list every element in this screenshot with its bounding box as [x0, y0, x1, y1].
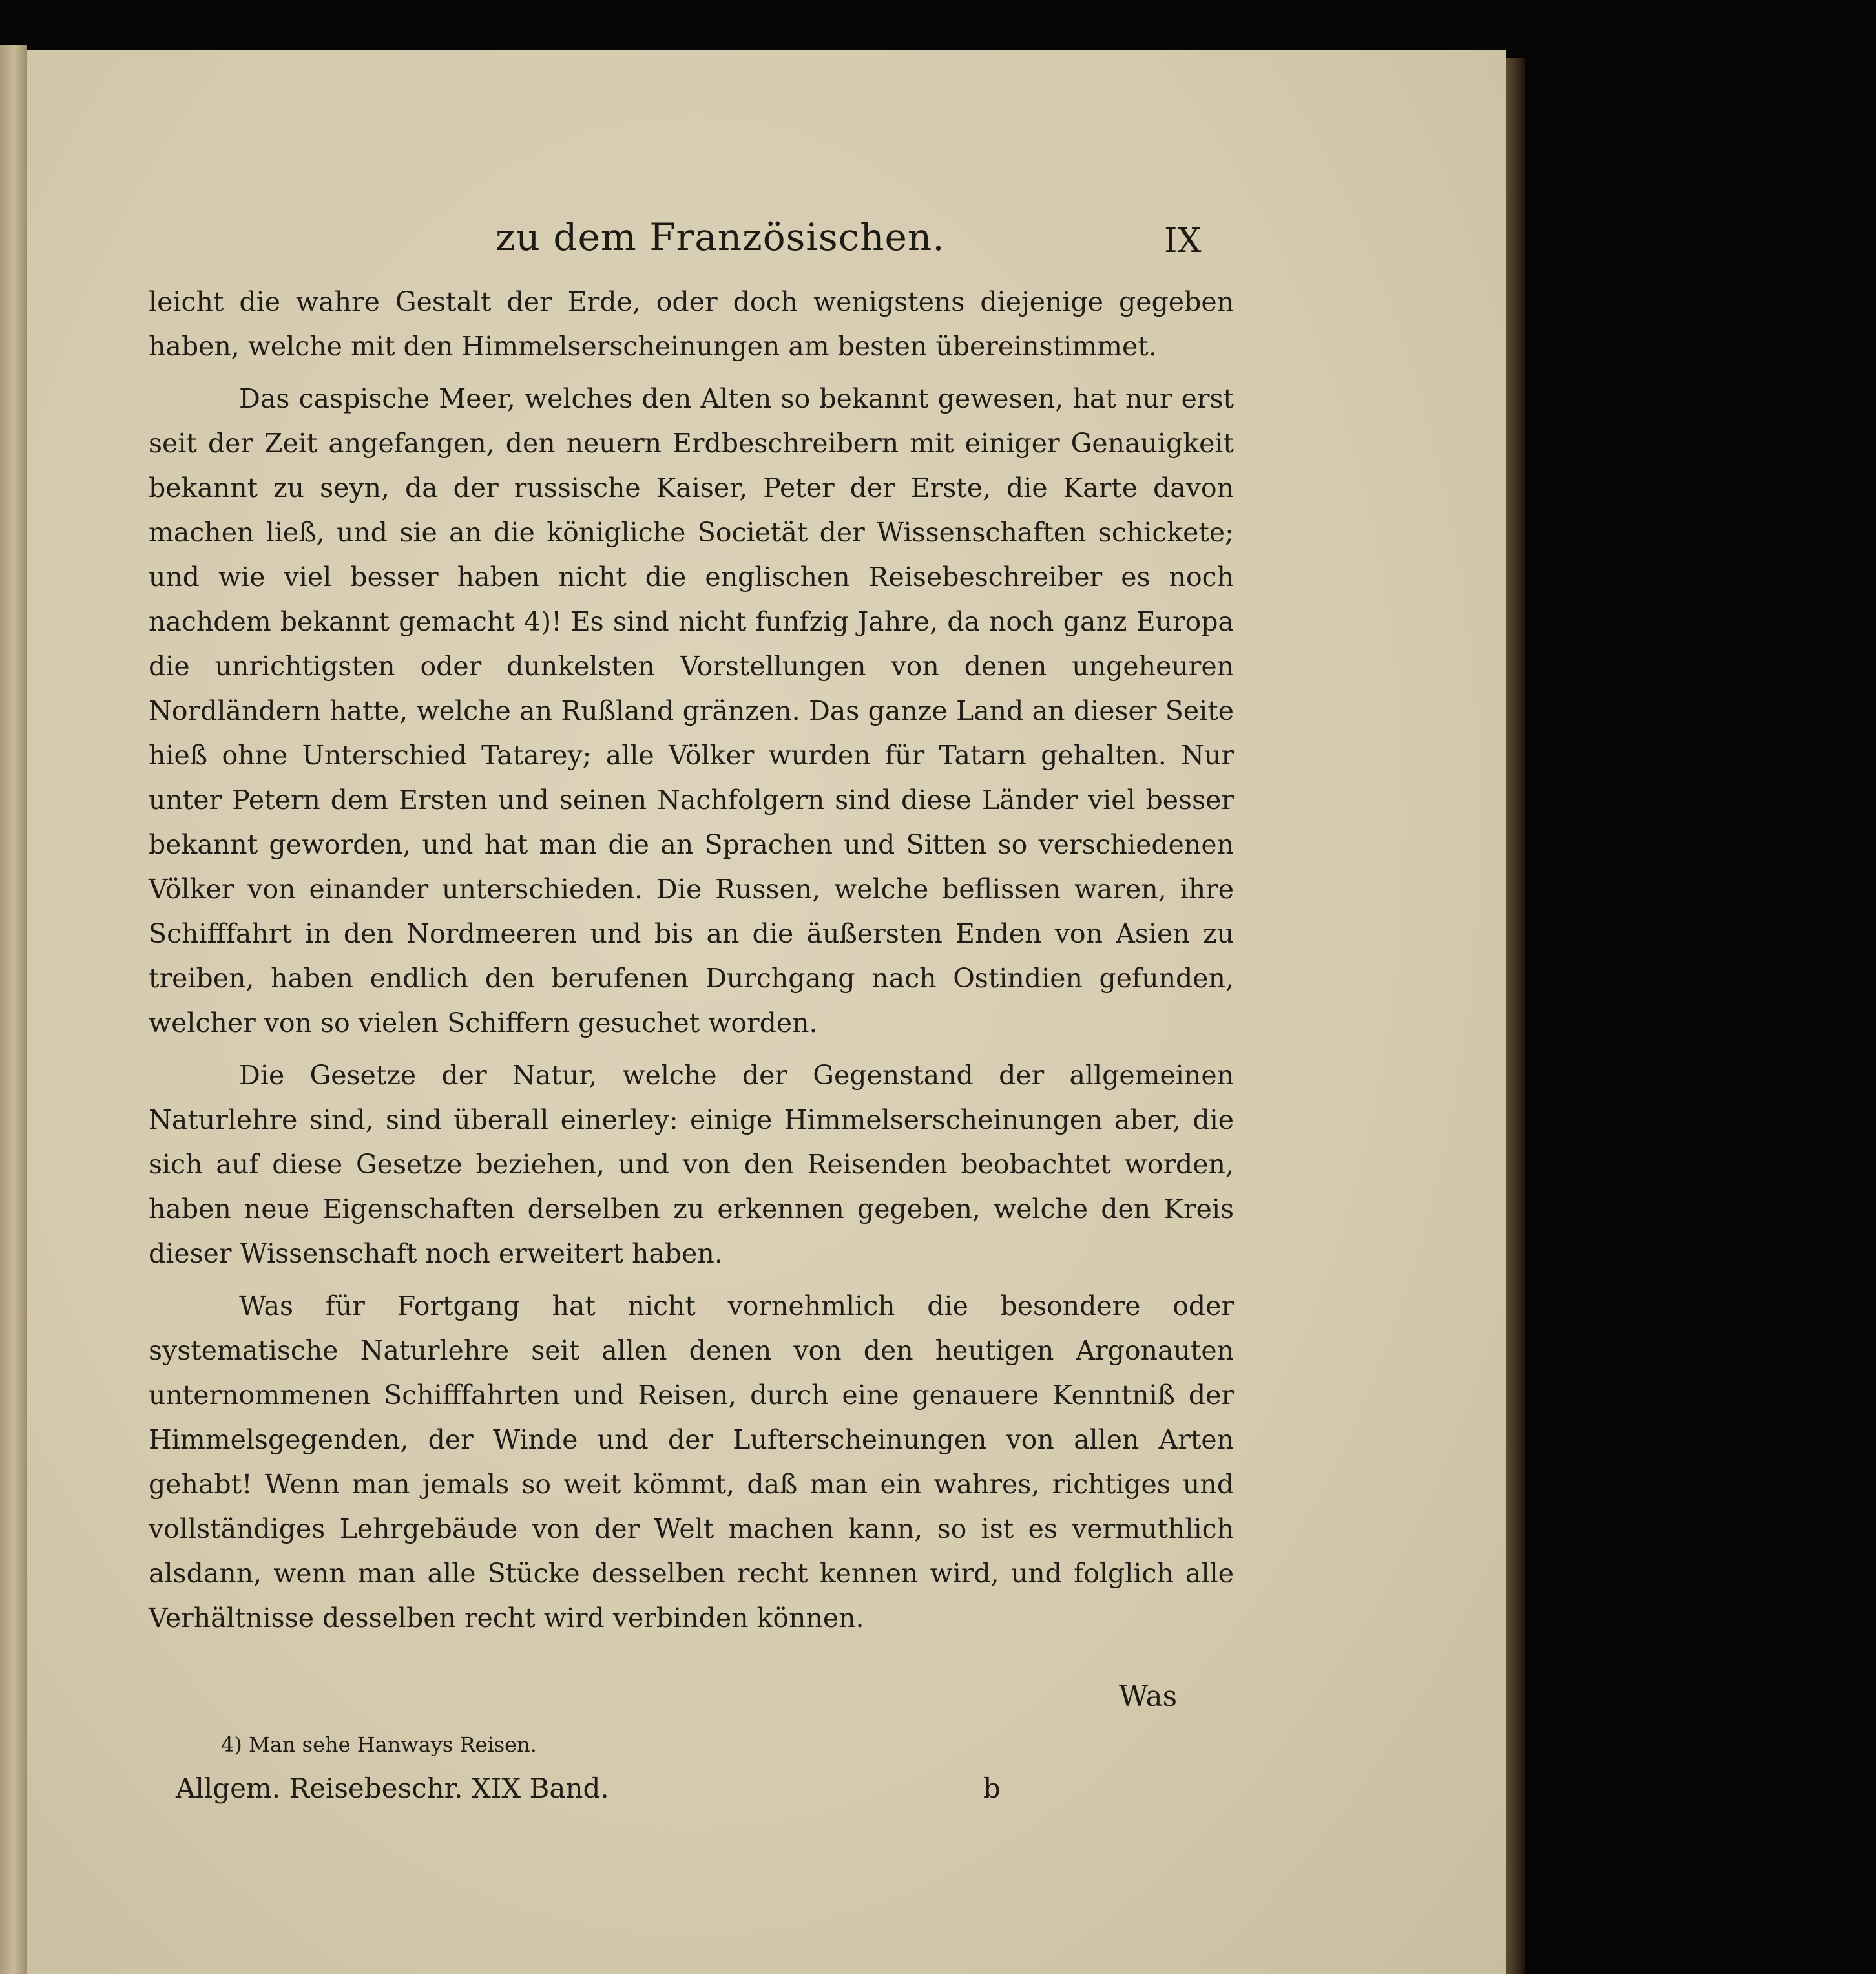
catchword: Was — [1119, 1680, 1178, 1713]
facing-page-edge — [0, 45, 27, 1974]
book-spine — [1506, 58, 1525, 1974]
paragraph: Was für Fortgang hat nicht vornehmlich die besondere oder systematische Naturlehre seit allen denen von den heutigen Argonauten unternommenen Schifffahrten und Reisen, durch eine genauere Kenntniß der Himmelsgegenden, der Winde und der Lufterscheinungen von allen Arten gehabt! Wenn man jemals so weit kömmt, daß man ein wahres, richtiges und vollständiges Lehrgebäude von der Welt machen kann, so ist es vermuthlich alsdann, wenn man alle Stücke desselben recht kennen wird, und folglich alle Verhältnisse desselben recht wird verbinden können. — [149, 1290, 1234, 1633]
running-head: zu dem Französischen. — [495, 215, 945, 259]
body-text — [149, 280, 1234, 1648]
sheet-signature: b — [983, 1772, 1001, 1804]
paragraph: Die Gesetze der Natur, welche der Gegenstand der allgemeinen Naturlehre sind, sind überall einerley: einige Himmelserscheinungen aber, die sich auf diese Gesetze beziehen, und von den Reisenden beobachtet worden, haben neue Eigenschaften derselben zu erkennen gegeben, welche den Kreis dieser Wissenschaft noch erweitert haben. — [149, 1060, 1234, 1269]
signature-text: Allgem. Reisebeschr. XIX Band. — [176, 1772, 609, 1804]
signature-line — [150, 1772, 1001, 1811]
book-page — [27, 50, 1506, 1974]
page-number: IX — [1164, 222, 1202, 260]
paragraph: Das caspische Meer, welches den Alten so bekannt gewesen, hat nur erst seit der Zeit angefangen, den neuern Erdbeschreibern mit einiger Genauigkeit bekannt zu seyn, da der russische Kaiser, Peter der Erste, die Karte davon machen ließ, und sie an die königliche Societät der Wissenschaften schickete; und wie viel besser haben nicht die englischen Reisebeschreiber es noch nachdem bekannt gemacht 4)! Es sind nicht funfzig Jahre, da noch ganz Europa die unrichtigsten oder dunkelsten Vorstellungen von denen ungeheuren Nordländern hatte, welche an Rußland gränzen. Das ganze Land an dieser Seite hieß ohne Unterschied Tatarey; alle Völker wurden für Tatarn gehalten. Nur unter Petern dem Ersten und seinen Nachfolgern sind diese Länder viel besser bekannt geworden, und hat man die an Sprachen und Sitten so verschiedenen Völker von einander unterschieden. Die Russen, welche beflissen waren, ihre Schifffahrt in den Nordmeeren und bis an die äußersten Enden von Asien zu treiben, haben endlich den berufenen Durchgang nach Ostindien gefunden, welcher von so vielen Schiffern gesuchet worden. — [149, 383, 1234, 1038]
page-header — [27, 163, 1506, 260]
footnote: 4) Man sehe Hanways Reisen. — [221, 1732, 537, 1757]
paragraph: leicht die wahre Gestalt der Erde, oder doch wenigstens diejenige gegeben haben, welche mit den Himmelserscheinungen am besten übereinstimmet. — [149, 286, 1234, 362]
